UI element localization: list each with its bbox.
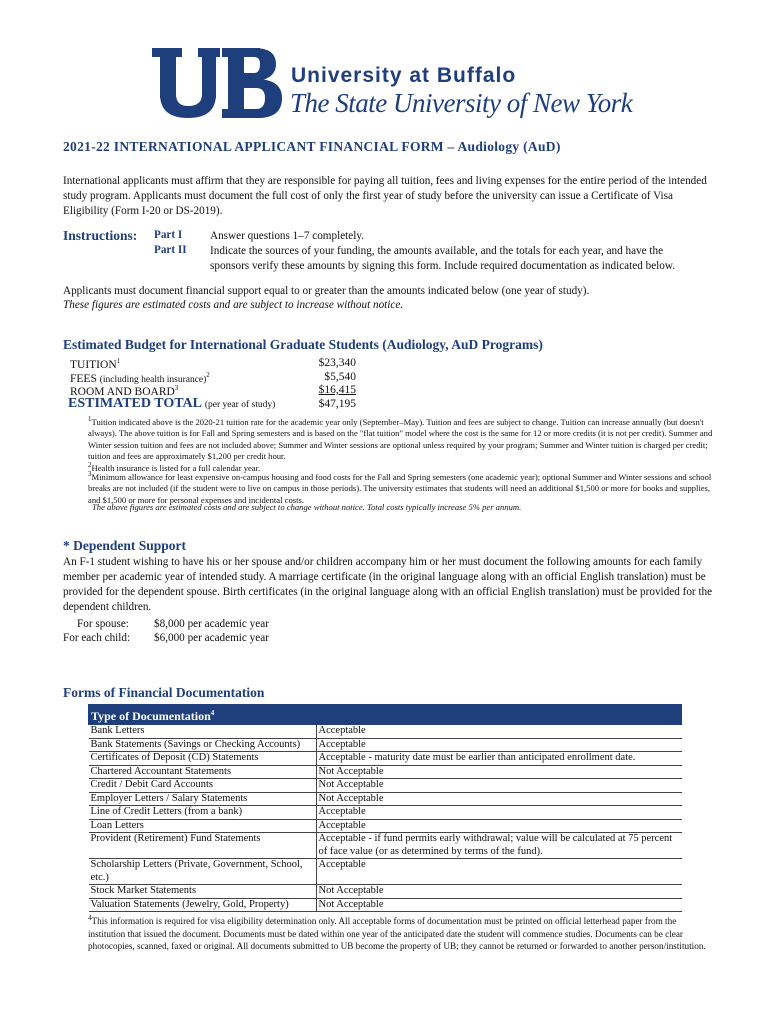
spouse-value: $8,000 per academic year	[154, 618, 269, 630]
footnote-2-sup: 2	[88, 461, 92, 469]
total-label	[68, 396, 275, 412]
footnote-3-text: Minimum allowance for least expensive on-campus housing and food costs for the Fall and Spring semesters (one academic year); optional Summer and Winter sessions and school breaks are not included (if the student were to live on campus in those periods). The university estimates that students will need an additional $1,500 or more for books and supplies, and $1,500 or more for personal expenses and incidental costs.	[88, 471, 712, 505]
table-row	[89, 765, 682, 779]
documentation-status-cell: Not Acceptable	[316, 898, 682, 912]
tuition-value: $23,340	[318, 357, 356, 369]
dependent-text: An F-1 student wishing to have his or her spouse and/or children accompany him or her must document the following amounts for each family member per academic year of intended study. A marriage certificate (in the original language along with an official English translation) must be provided for the dependent spouse. Birth certificates (in the original language along with an official English translation) must be provided for the dependent children.	[63, 556, 713, 613]
room-value: $16,415	[318, 384, 356, 396]
footnote-1-text: Tuition indicated above is the 2020-21 tuition rate for the academic year only (September–May). Tuition and fees are subject to change. Tuition can increase annually (but doesn't always). The above tuition is for Fall and Spring semesters and is based on the "flat tuition" model where the cost is the same for 12 or more credits (it is not per credit). Summer and Winter session tuition and fees are not included above; Summer and Winter sessions are optional unless required by your program; Summer and Winter tuition is charged per credit; tuition and fees are approximately $1,200 per credit hour.	[88, 416, 713, 462]
forms-footnote-text: This information is required for visa eligibility determination only. All acceptable forms of documentation must be printed on official letterhead paper from the institution that issued the document. Documents must be dated within one year of the anticipated date the student will commence studies. Documents can be clear photocopies, scanned, faxed or original. All documents submitted to UB become the property of UB; they cannot be returned or forwarded to another person/institution.	[88, 916, 706, 952]
documentation-status-cell: Not Acceptable	[316, 779, 682, 793]
part1-label: Part I	[154, 229, 183, 241]
fees-note: (including health insurance)	[99, 374, 207, 385]
ub-logo-mark	[150, 46, 285, 122]
table-row	[89, 819, 682, 833]
total-label-text: ESTIMATED TOTAL	[68, 396, 202, 411]
documentation-status-cell: Acceptable - if fund permits early withdrawal; value will be calculated at 75 percent of face value (or as determined by terms of the fund).	[316, 833, 682, 859]
table-row	[89, 792, 682, 806]
documentation-header-cell	[89, 705, 682, 725]
instructions-label: Instructions:	[63, 228, 138, 243]
footnote-italic: The above figures are estimated costs and are subject to change without notice. Total costs typically increase 5% per annum.	[92, 502, 522, 512]
logo-university-name: University at Buffalo	[291, 64, 517, 87]
support-note: Applicants must document financial support equal to or greater than the amounts indicated below (one year of study).	[63, 285, 590, 297]
forms-heading: Forms of Financial Documentation	[63, 685, 265, 700]
footnote-3-sup: 3	[88, 470, 92, 478]
footnote-1	[88, 414, 716, 463]
documentation-status-cell: Acceptable	[316, 738, 682, 752]
total-value: $47,195	[318, 398, 356, 410]
documentation-status-cell: Not Acceptable	[316, 792, 682, 806]
fees-label-text: FEES	[70, 372, 97, 385]
budget-heading: Estimated Budget for International Graduate Students (Audiology, AuD Programs)	[63, 337, 543, 352]
documentation-header-text: Type of Documentation	[91, 709, 211, 723]
logo-university-subtitle: The State University of New York	[290, 88, 633, 118]
table-row	[89, 752, 682, 766]
documentation-type-cell: Scholarship Letters (Private, Government, School, etc.)	[89, 859, 317, 885]
fees-label	[70, 371, 210, 385]
spouse-label: For spouse:	[77, 618, 129, 630]
estimate-note: These figures are estimated costs and are subject to increase without notice.	[63, 299, 404, 311]
child-value: $6,000 per academic year	[154, 632, 269, 644]
documentation-status-cell: Not Acceptable	[316, 765, 682, 779]
documentation-status-cell: Acceptable - maturity date must be earlier than anticipated enrollment date.	[316, 752, 682, 766]
documentation-type-cell: Loan Letters	[89, 819, 317, 833]
part2-label: Part II	[154, 244, 187, 256]
table-row	[89, 859, 682, 885]
documentation-type-cell: Bank Statements (Savings or Checking Accounts)	[89, 738, 317, 752]
documentation-type-cell: Provident (Retirement) Fund Statements	[89, 833, 317, 859]
tuition-sup: 1	[116, 357, 121, 365]
documentation-status-cell: Not Acceptable	[316, 885, 682, 899]
tuition-label	[70, 357, 120, 371]
documentation-type-cell: Bank Letters	[89, 725, 317, 739]
documentation-type-cell: Credit / Debit Card Accounts	[89, 779, 317, 793]
table-row	[89, 725, 682, 739]
fees-value: $5,540	[324, 371, 356, 383]
part1-text: Answer questions 1–7 completely.	[210, 230, 365, 242]
documentation-type-cell: Valuation Statements (Jewelry, Gold, Property)	[89, 898, 317, 912]
table-row	[89, 898, 682, 912]
dependent-heading: * Dependent Support	[63, 538, 187, 553]
documentation-table-header	[89, 705, 682, 725]
documentation-status-cell: Acceptable	[316, 819, 682, 833]
documentation-status-cell: Acceptable	[316, 859, 682, 885]
ub-logo	[150, 46, 285, 122]
table-row	[89, 779, 682, 793]
part2-text: Indicate the sources of your funding, the amounts available, and the totals for each year, and have the sponsors verify these amounts by signing this form. Include required documentation as indicated below.	[210, 245, 676, 272]
table-row	[89, 833, 682, 859]
table-row	[89, 738, 682, 752]
intro-paragraph: International applicants must affirm that they are responsible for paying all tuition, fees and living expenses for the entire period of the intended study program. Applicants must document the full cost of only the first year of study before the university can issue a Certificate of Visa Eligibility (Form I-20 or DS-2019).	[63, 175, 707, 217]
table-row	[89, 806, 682, 820]
documentation-table	[88, 704, 682, 912]
documentation-type-cell: Line of Credit Letters (from a bank)	[89, 806, 317, 820]
documentation-header-sup: 4	[210, 709, 215, 717]
footnote-2-text: Health insurance is listed for a full calendar year.	[91, 462, 261, 473]
child-label: For each child:	[63, 632, 131, 644]
documentation-type-cell: Certificates of Deposit (CD) Statements	[89, 752, 317, 766]
tuition-label-text: TUITION	[70, 358, 117, 371]
documentation-type-cell: Chartered Accountant Statements	[89, 765, 317, 779]
room-label-text: ROOM AND BOARD	[70, 385, 175, 398]
page-title: 2021-22 INTERNATIONAL APPLICANT FINANCIAL FORM – Audiology (AuD)	[63, 139, 561, 154]
footnote-1-sup: 1	[88, 415, 92, 423]
total-note: (per year of study)	[204, 400, 276, 410]
forms-footnote-sup: 4	[88, 914, 92, 922]
documentation-type-cell: Stock Market Statements	[89, 885, 317, 899]
footnote-3	[88, 469, 716, 506]
fees-sup: 2	[206, 371, 210, 379]
documentation-status-cell: Acceptable	[316, 806, 682, 820]
forms-footnote	[88, 912, 708, 953]
documentation-type-cell: Employer Letters / Salary Statements	[89, 792, 317, 806]
documentation-status-cell: Acceptable	[316, 725, 682, 739]
room-sup: 3	[174, 384, 179, 392]
table-row	[89, 885, 682, 899]
